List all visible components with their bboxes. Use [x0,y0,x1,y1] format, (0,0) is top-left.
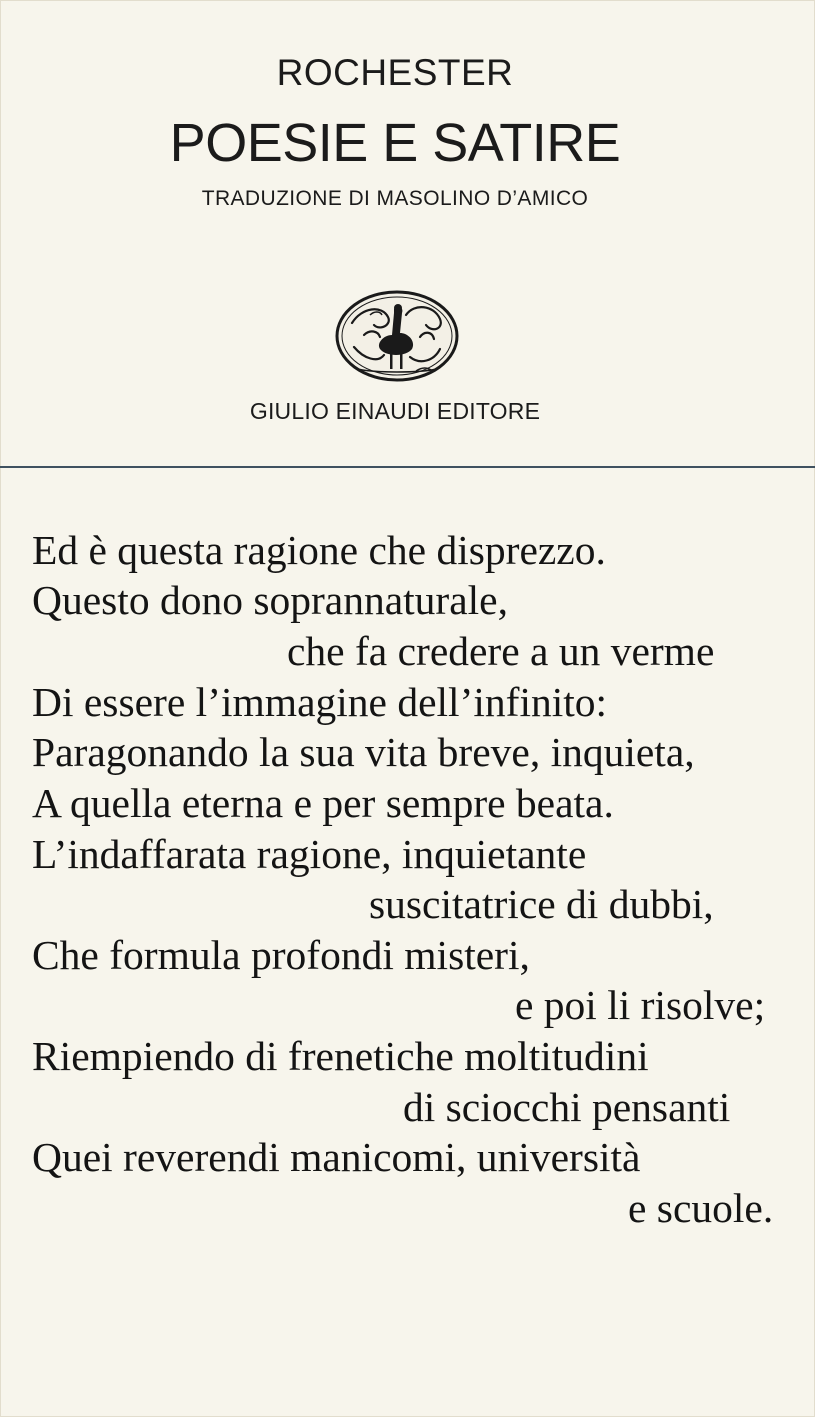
translator-credit: TRADUZIONE DI MASOLINO D’AMICO [201,187,589,210]
poem-line: e scuole. [628,1185,774,1231]
poem-line: Paragonando la sua vita breve, inquieta, [32,729,695,775]
divider-line [0,466,815,468]
poem-line: suscitatrice di dubbi, [369,881,714,927]
poem-line: Che formula profondi misteri, [32,932,530,978]
publisher-name: GIULIO EINAUDI EDITORE [249,398,541,424]
ostrich-emblem-icon [334,289,460,383]
book-title: POESIE E SATIRE [169,113,621,173]
poem-line: e poi li risolve; [515,982,766,1028]
poem-line: A quella eterna e per sempre beata. [32,780,614,826]
poem-line: Di essere l’immagine dell’infinito: [32,679,608,725]
poem-line: di sciocchi pensanti [403,1084,731,1130]
author-name: ROCHESTER [276,52,514,93]
poem-line: che fa credere a un verme [287,628,715,674]
poem-line: Quei reverendi manicomi, università [32,1134,641,1180]
poem-line: Riempiendo di frenetiche moltitudini [32,1033,649,1079]
poem-line: Questo dono soprannaturale, [32,577,508,623]
poem-line: Ed è questa ragione che disprezzo. [32,527,606,573]
poem-line: L’indaffarata ragione, inquietante [32,831,587,877]
